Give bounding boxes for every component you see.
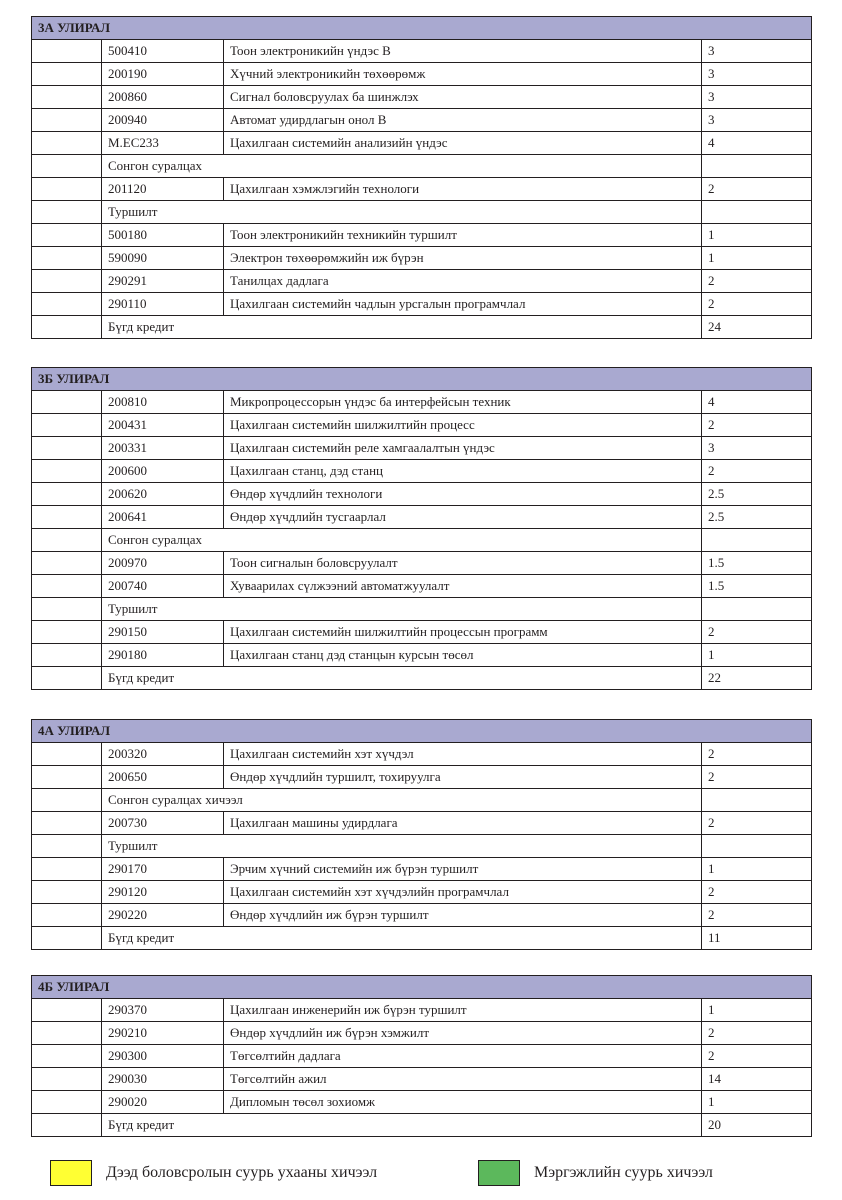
course-code: 200431 <box>102 414 224 437</box>
section-row <box>32 201 812 224</box>
course-code: 200810 <box>102 391 224 414</box>
blank-cell <box>702 835 812 858</box>
course-row <box>32 270 812 293</box>
course-row <box>32 132 812 155</box>
course-name: Электрон төхөөрөмжийн иж бүрэн <box>224 247 702 270</box>
blank-cell <box>32 506 102 529</box>
course-code: 290291 <box>102 270 224 293</box>
blank-cell <box>32 1022 102 1045</box>
course-name: Төгсөлтийн ажил <box>224 1068 702 1091</box>
course-row <box>32 904 812 927</box>
total-row <box>32 927 812 950</box>
legend-label: Мэргэжлийн суурь хичээл <box>534 1164 713 1181</box>
course-code: 200940 <box>102 109 224 132</box>
total-row <box>32 667 812 690</box>
course-row <box>32 812 812 835</box>
course-row <box>32 460 812 483</box>
blank-cell <box>32 835 102 858</box>
blank-cell <box>32 414 102 437</box>
section-row <box>32 598 812 621</box>
course-row <box>32 40 812 63</box>
blank-cell <box>32 766 102 789</box>
course-code: 500180 <box>102 224 224 247</box>
course-credit: 4 <box>702 132 812 155</box>
blank-cell <box>32 552 102 575</box>
course-credit: 2 <box>702 270 812 293</box>
course-credit: 4 <box>701 391 811 414</box>
blank-cell <box>32 1091 102 1114</box>
total-row <box>32 316 812 339</box>
course-name: Цахилгаан системийн шилжилтийн процесс <box>224 414 702 437</box>
semester-table <box>31 975 812 1137</box>
course-name: Цахилгаан хэмжлэгийн технологи <box>224 178 702 201</box>
blank-cell <box>32 316 102 339</box>
total-credit: 22 <box>701 667 811 690</box>
course-name: Цахилгаан системийн шилжилтийн процессын программ <box>224 621 702 644</box>
course-name: Дипломын төсөл зохиомж <box>224 1091 702 1114</box>
course-credit: 1 <box>701 999 811 1022</box>
blank-cell <box>701 529 811 552</box>
course-name: Цахилгаан системийн реле хамгаалалтын үндэс <box>224 437 702 460</box>
blank-cell <box>32 904 102 927</box>
course-credit: 1.5 <box>701 552 811 575</box>
course-credit: 1 <box>702 247 812 270</box>
course-row <box>32 999 812 1022</box>
course-credit: 2 <box>702 881 812 904</box>
course-row <box>32 1091 812 1114</box>
course-code: 290110 <box>102 293 224 316</box>
course-credit: 2.5 <box>701 506 811 529</box>
course-credit: 2 <box>702 766 812 789</box>
blank-cell <box>702 201 812 224</box>
section-row <box>32 835 812 858</box>
course-credit: 2 <box>702 178 812 201</box>
course-code: 290220 <box>102 904 224 927</box>
blank-cell <box>32 132 102 155</box>
blank-cell <box>32 812 102 835</box>
course-credit: 1 <box>702 858 812 881</box>
course-name: Цахилгаан инженерийн иж бүрэн туршилт <box>224 999 702 1022</box>
course-row <box>32 247 812 270</box>
section-row <box>32 789 812 812</box>
course-row <box>32 1022 812 1045</box>
legend-swatch-yellow <box>50 1160 92 1186</box>
semester-header-row <box>32 976 812 999</box>
legend-label: Дээд боловсролын суурь ухааны хичээл <box>106 1164 378 1181</box>
course-name: Өндөр хүчдлийн тусгаарлал <box>224 506 702 529</box>
course-code: 500410 <box>102 40 224 63</box>
course-code: 290120 <box>102 881 224 904</box>
blank-cell <box>701 598 811 621</box>
course-credit: 2 <box>701 414 811 437</box>
course-row <box>32 391 812 414</box>
course-name: Цахилгаан системийн хэт хүчдэл <box>224 743 702 766</box>
blank-cell <box>32 1045 102 1068</box>
course-row <box>32 858 812 881</box>
course-row <box>32 743 812 766</box>
semester-header-row <box>32 17 812 40</box>
course-credit: 2.5 <box>701 483 811 506</box>
semester-header-row <box>32 368 812 391</box>
course-credit: 2 <box>701 1022 811 1045</box>
semester-table <box>31 367 812 690</box>
blank-cell <box>32 881 102 904</box>
course-code: 290300 <box>102 1045 224 1068</box>
blank-cell <box>32 63 102 86</box>
course-credit: 1 <box>701 1091 811 1114</box>
course-row <box>32 1068 812 1091</box>
course-row <box>32 1045 812 1068</box>
course-name: Цахилгаан системийн чадлын урсгалын програмчлал <box>224 293 702 316</box>
blank-cell <box>32 40 102 63</box>
course-name: Сигнал боловсруулах ба шинжлэх <box>224 86 702 109</box>
course-code: 200860 <box>102 86 224 109</box>
course-name: Цахилгаан машины удирдлага <box>224 812 702 835</box>
legend-item-professional <box>478 1158 713 1188</box>
course-row <box>32 437 812 460</box>
course-name: Цахилгаан системийн хэт хүчдэлийн програмчлал <box>224 881 702 904</box>
course-code: 200641 <box>102 506 224 529</box>
semester-table <box>31 719 812 950</box>
course-name: Тоон сигналын боловсруулалт <box>224 552 702 575</box>
legend-item-general <box>50 1158 377 1188</box>
course-row <box>32 414 812 437</box>
course-code: 200730 <box>102 812 224 835</box>
blank-cell <box>32 293 102 316</box>
course-credit: 2 <box>701 460 811 483</box>
course-credit: 2 <box>702 904 812 927</box>
total-label: Бүгд кредит <box>102 1114 702 1137</box>
total-row <box>32 1114 812 1137</box>
course-code: 200970 <box>102 552 224 575</box>
course-credit: 3 <box>701 437 811 460</box>
course-credit: 3 <box>702 109 812 132</box>
blank-cell <box>702 155 812 178</box>
course-name: Өндөр хүчдлийн иж бүрэн туршилт <box>224 904 702 927</box>
course-row <box>32 109 812 132</box>
blank-cell <box>702 789 812 812</box>
blank-cell <box>32 86 102 109</box>
course-name: Өндөр хүчдлийн иж бүрэн хэмжилт <box>224 1022 702 1045</box>
course-code: 290020 <box>102 1091 224 1114</box>
legend-swatch-green <box>478 1160 520 1186</box>
section-label: Туршилт <box>102 201 702 224</box>
course-row <box>32 224 812 247</box>
course-name: Цахилгаан станц дэд станцын курсын төсөл <box>224 644 702 667</box>
blank-cell <box>32 178 102 201</box>
course-credit: 2 <box>702 293 812 316</box>
course-credit: 2 <box>702 812 812 835</box>
course-name: Өндөр хүчдлийн туршилт, тохируулга <box>224 766 702 789</box>
course-name: Тоон электроникийн үндэс B <box>224 40 702 63</box>
semester-title: 4Б УЛИРАЛ <box>32 976 812 999</box>
blank-cell <box>32 391 102 414</box>
blank-cell <box>32 644 102 667</box>
course-credit: 2 <box>702 743 812 766</box>
blank-cell <box>32 575 102 598</box>
blank-cell <box>32 155 102 178</box>
blank-cell <box>32 743 102 766</box>
course-name: Микропроцессорын үндэс ба интерфейсын техник <box>224 391 702 414</box>
course-code: 290170 <box>102 858 224 881</box>
semester-title: 3А УЛИРАЛ <box>32 17 812 40</box>
blank-cell <box>32 224 102 247</box>
blank-cell <box>32 460 102 483</box>
total-credit: 24 <box>702 316 812 339</box>
course-credit: 2 <box>701 1045 811 1068</box>
semester-header-row <box>32 720 812 743</box>
course-name: Цахилгаан станц, дэд станц <box>224 460 702 483</box>
section-label: Сонгон суралцах <box>102 155 702 178</box>
course-name: Эрчим хүчний системийн иж бүрэн туршилт <box>224 858 702 881</box>
course-row <box>32 621 812 644</box>
blank-cell <box>32 598 102 621</box>
section-row <box>32 155 812 178</box>
course-code: 200620 <box>102 483 224 506</box>
course-code: 201120 <box>102 178 224 201</box>
course-name: Тоон электроникийн техникийн туршилт <box>224 224 702 247</box>
course-row <box>32 293 812 316</box>
blank-cell <box>32 483 102 506</box>
total-credit: 20 <box>701 1114 811 1137</box>
total-credit: 11 <box>702 927 812 950</box>
course-row <box>32 86 812 109</box>
course-name: Өндөр хүчдлийн технологи <box>224 483 702 506</box>
course-code: 590090 <box>102 247 224 270</box>
course-row <box>32 766 812 789</box>
course-code: 200650 <box>102 766 224 789</box>
course-code: 200740 <box>102 575 224 598</box>
semester-title: 3Б УЛИРАЛ <box>32 368 812 391</box>
course-row <box>32 506 812 529</box>
section-label: Сонгон суралцах хичээл <box>102 789 702 812</box>
course-credit: 2 <box>701 621 811 644</box>
course-code: 290180 <box>102 644 224 667</box>
section-label: Туршилт <box>102 598 702 621</box>
course-credit: 1.5 <box>701 575 811 598</box>
course-name: Цахилгаан системийн анализийн үндэс <box>224 132 702 155</box>
blank-cell <box>32 201 102 224</box>
course-row <box>32 575 812 598</box>
section-row <box>32 529 812 552</box>
blank-cell <box>32 927 102 950</box>
course-code: 290370 <box>102 999 224 1022</box>
total-label: Бүгд кредит <box>102 667 702 690</box>
course-credit: 1 <box>701 644 811 667</box>
course-name: Автомат удирдлагын онол B <box>224 109 702 132</box>
blank-cell <box>32 270 102 293</box>
course-row <box>32 644 812 667</box>
course-credit: 3 <box>702 40 812 63</box>
course-code: 200331 <box>102 437 224 460</box>
course-row <box>32 178 812 201</box>
course-credit: 1 <box>702 224 812 247</box>
blank-cell <box>32 1068 102 1091</box>
course-code: 290210 <box>102 1022 224 1045</box>
section-label: Туршилт <box>102 835 702 858</box>
semester-title: 4А УЛИРАЛ <box>32 720 812 743</box>
blank-cell <box>32 247 102 270</box>
blank-cell <box>32 789 102 812</box>
blank-cell <box>32 858 102 881</box>
course-name: Төгсөлтийн дадлага <box>224 1045 702 1068</box>
course-name: Хуваарилах сүлжээний автоматжуулалт <box>224 575 702 598</box>
course-row <box>32 483 812 506</box>
course-code: 200320 <box>102 743 224 766</box>
course-code: M.EC233 <box>102 132 224 155</box>
blank-cell <box>32 621 102 644</box>
course-credit: 3 <box>702 63 812 86</box>
blank-cell <box>32 999 102 1022</box>
course-code: 290150 <box>102 621 224 644</box>
blank-cell <box>32 667 102 690</box>
course-row <box>32 552 812 575</box>
course-credit: 14 <box>701 1068 811 1091</box>
course-code: 290030 <box>102 1068 224 1091</box>
semester-table <box>31 16 812 339</box>
total-label: Бүгд кредит <box>102 316 702 339</box>
blank-cell <box>32 109 102 132</box>
blank-cell <box>32 529 102 552</box>
course-code: 200190 <box>102 63 224 86</box>
course-name: Хүчний электроникийн төхөөрөмж <box>224 63 702 86</box>
course-credit: 3 <box>702 86 812 109</box>
course-row <box>32 63 812 86</box>
blank-cell <box>32 1114 102 1137</box>
course-code: 200600 <box>102 460 224 483</box>
course-row <box>32 881 812 904</box>
total-label: Бүгд кредит <box>102 927 702 950</box>
blank-cell <box>32 437 102 460</box>
course-name: Танилцах дадлага <box>224 270 702 293</box>
section-label: Сонгон суралцах <box>102 529 702 552</box>
